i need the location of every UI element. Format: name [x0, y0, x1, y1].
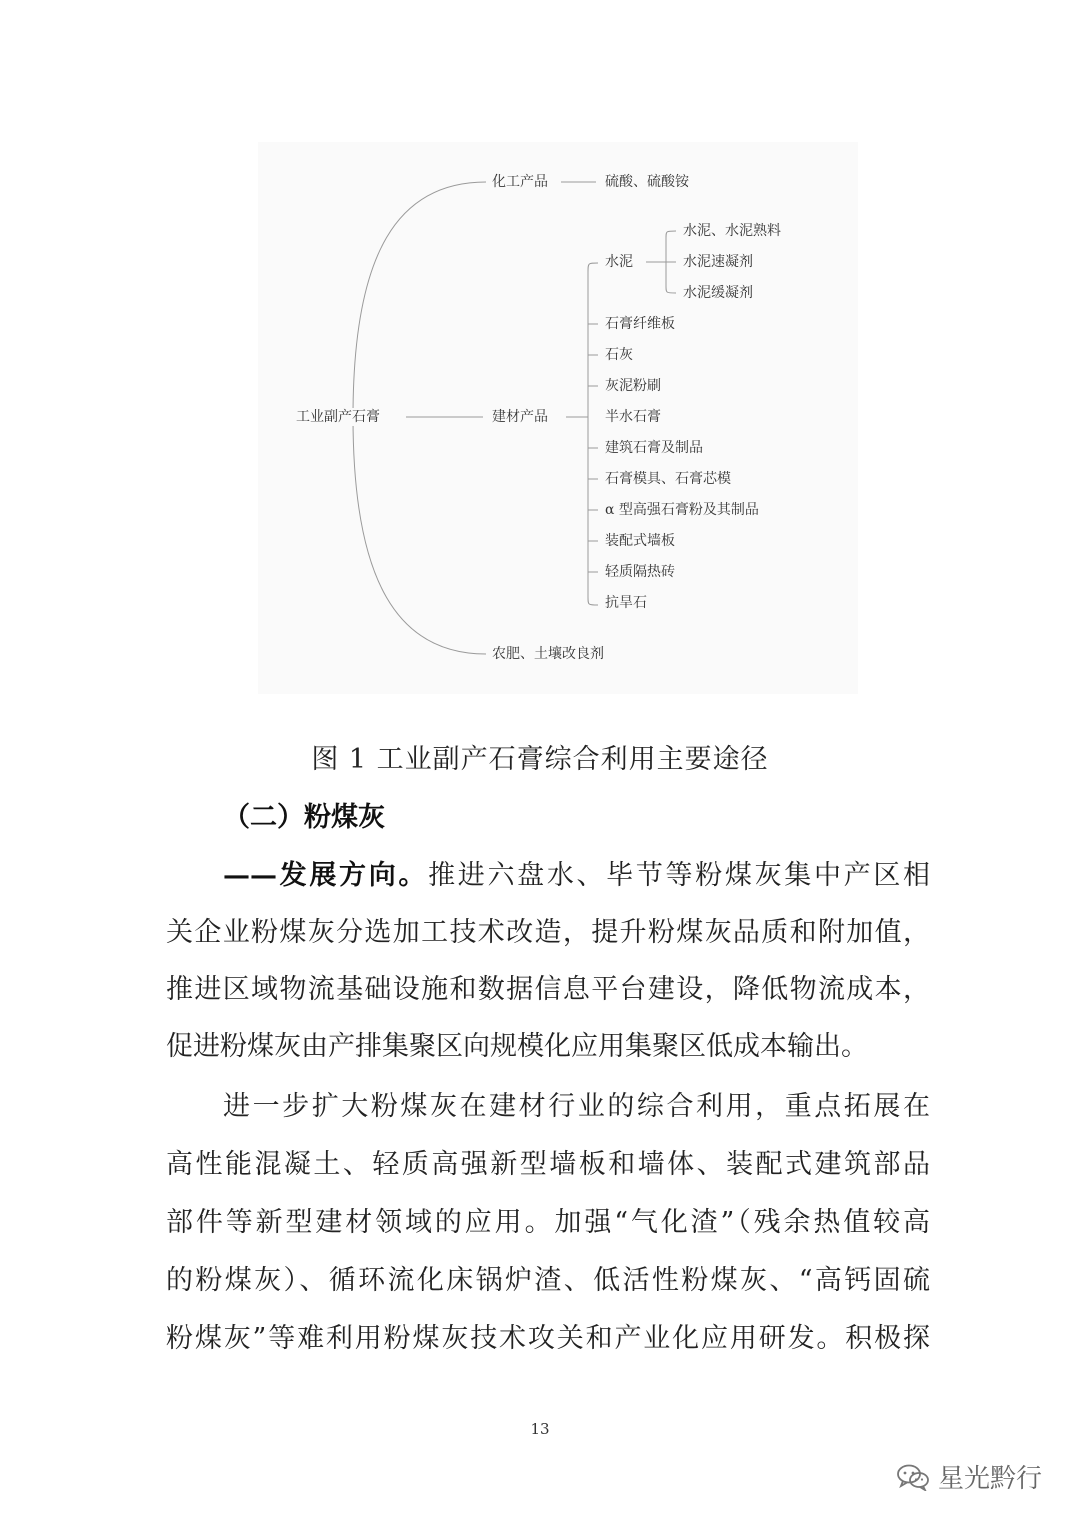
paragraph-line: 粉煤灰”等难利用粉煤灰技术攻关和产业化应用研发。积极探 [166, 1323, 930, 1354]
diagram-cement-item: 水泥、水泥熟料 [683, 223, 781, 239]
diagram-panel [258, 142, 858, 694]
diagram-building-item: 石灰 [605, 347, 633, 363]
wechat-icon [896, 1463, 930, 1491]
diagram-building-item: 石膏模具、石膏芯模 [605, 471, 731, 487]
diagram-cement-node: 水泥 [605, 254, 633, 270]
diagram-building-item: 石膏纤维板 [605, 316, 675, 332]
paragraph-line: 部件等新型建材领域的应用。加强“气化渣”（残余热值较高 [166, 1207, 930, 1238]
figure-caption: 图 1 工业副产石膏综合利用主要途径 [311, 744, 769, 775]
paragraph-line: 进一步扩大粉煤灰在建材行业的综合利用，重点拓展在 [223, 1091, 930, 1122]
diagram-building-item: 装配式墙板 [605, 533, 675, 549]
paragraph-text: 推进六盘水、毕节等粉煤灰集中产区相 [428, 860, 931, 891]
section-heading: （二）粉煤灰 [223, 802, 385, 833]
diagram-building-node: 建材产品 [492, 409, 548, 425]
diagram-building-item: 半水石膏 [605, 409, 661, 425]
watermark [896, 1458, 1042, 1495]
diagram-cement-item: 水泥缓凝剂 [683, 285, 753, 301]
paragraph-line: 推进区域物流基础设施和数据信息平台建设，降低物流成本， [166, 974, 930, 1005]
paragraph-line: 高性能混凝土、轻质高强新型墙板和墙体、装配式建筑部品 [166, 1149, 930, 1180]
diagram-chemical-products: 硫酸、硫酸铵 [605, 174, 689, 190]
paragraph-line: 关企业粉煤灰分选加工技术改造，提升粉煤灰品质和附加值， [166, 917, 930, 948]
diagram-chemical-node: 化工产品 [492, 174, 548, 190]
diagram-agri-node: 农肥、土壤改良剂 [492, 646, 604, 662]
diagram-root-node: 工业副产石膏 [296, 409, 380, 425]
diagram-building-item: 灰泥粉刷 [605, 378, 661, 394]
paragraph-line [223, 856, 930, 896]
diagram-building-item: 抗旱石 [605, 595, 647, 611]
paragraph-lead: ——发展方向。 [223, 860, 429, 891]
diagram-building-item: α 型高强石膏粉及其制品 [605, 502, 759, 518]
diagram-building-item: 建筑石膏及制品 [605, 440, 703, 456]
diagram-cement-item: 水泥速凝剂 [683, 254, 753, 270]
page-number: 13 [530, 1420, 550, 1438]
paragraph-line: 促进粉煤灰由产排集聚区向规模化应用集聚区低成本输出。 [166, 1031, 868, 1062]
diagram-building-item: 轻质隔热砖 [605, 564, 675, 580]
paragraph-line: 的粉煤灰）、循环流化床锅炉渣、低活性粉煤灰、“高钙固硫 [166, 1265, 930, 1296]
watermark-text: 星光黔行 [937, 1464, 1042, 1494]
